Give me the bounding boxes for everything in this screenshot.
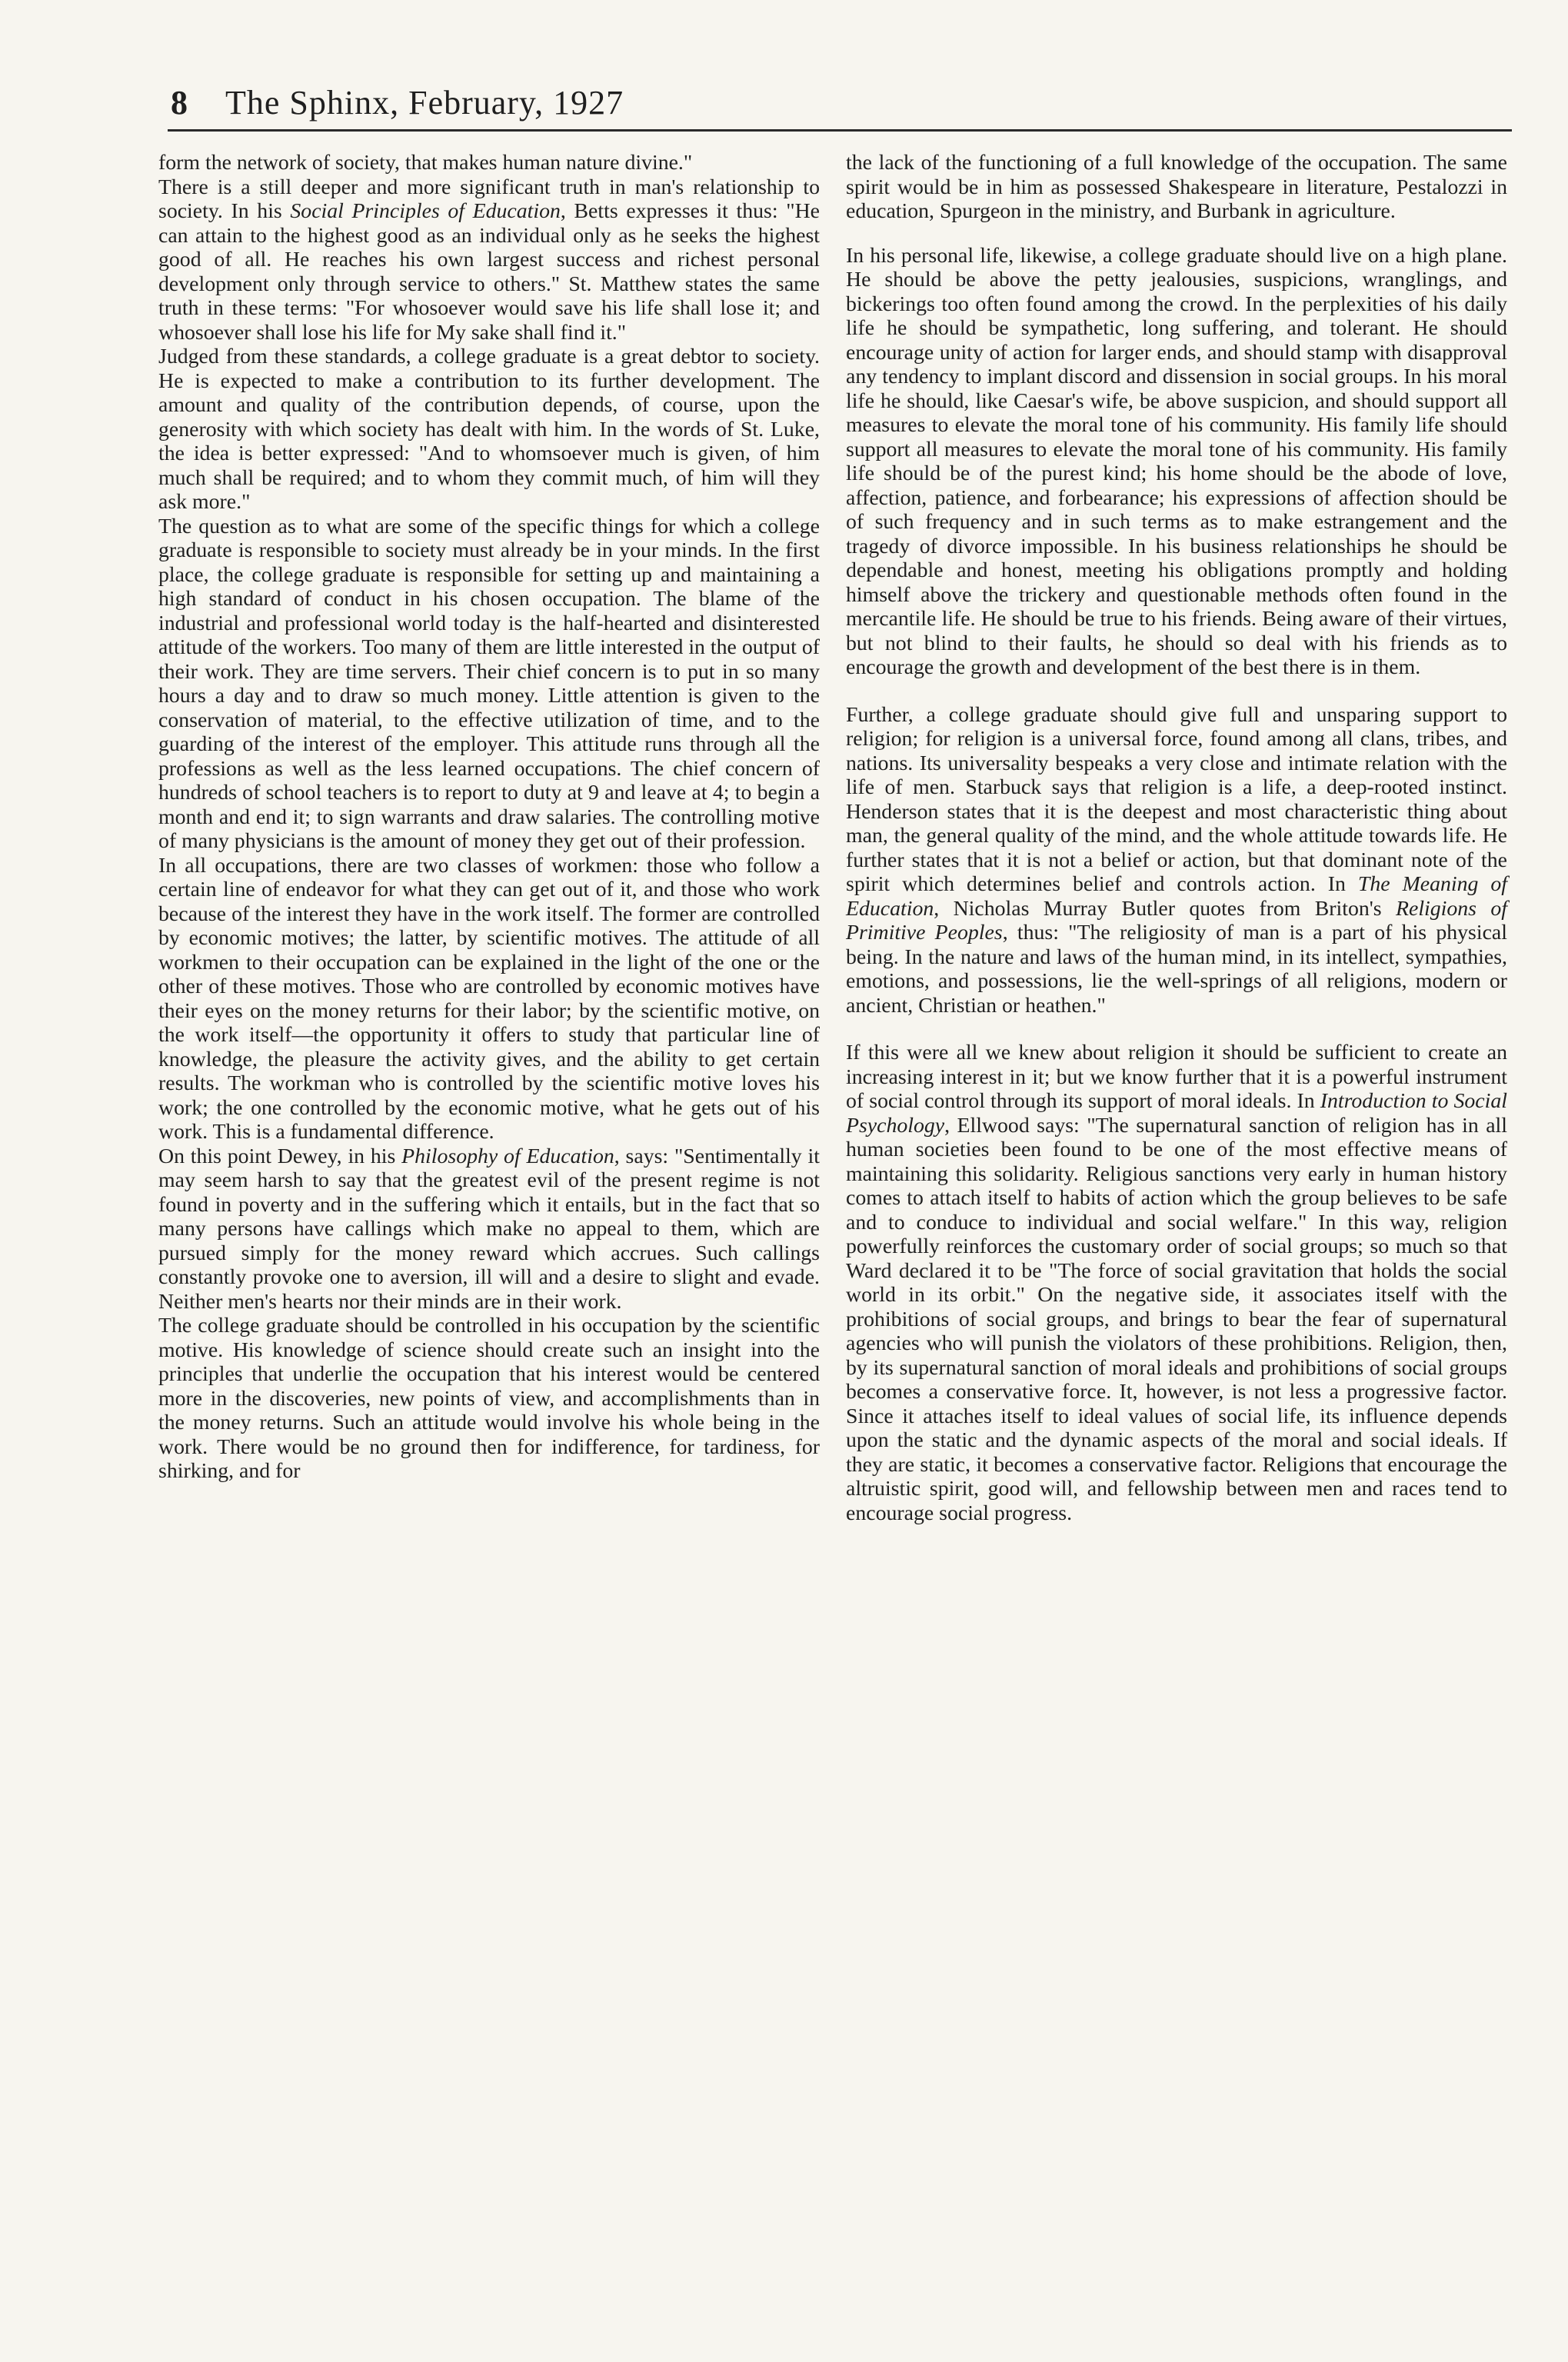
paragraph: In his personal life, likewise, a college graduate should live on a high plane. He should be above the petty jealousies, suspicions, wranglings, and bickerings too often found among the crowd. In the perplexities of his daily life he should be sympathetic, long suffering, and tolerant. He should encourage unity of action for larger ends, and should stamp with disapproval any tendency to implant discord and dissension in social groups. In his moral life he should, like Caesar's wife, be above suspicion, and should support all measures to elevate the moral tone of his community. His family life should support all measures to elevate the moral tone of his community. His family life should be of the purest kind; his home should be the abode of love, affection, patience, and forbearance; his expressions of affection should be of such frequency and in such terms as to make estrangement and the tragedy of divorce impossible. In his business relationships he should be dependable and honest, meeting his obligations promptly and holding himself above the trickery and questionable methods often found in the mercantile life. He should be true to his friends. Being aware of their virtues, but not blind to their faults, he should so deal with his friends as to encourage the growth and development of the best there is in them. (846, 243, 1507, 679)
paragraph: In all occupations, there are two classes of workmen: those who follow a certain line of endeavor for what they can get out of it, and those who work because of the interest they have in the work itself. The former are controlled by economic motives; the latter, by scientific motives. The attitude of all workmen to their occupation can be explained in the light of the one or the other of these motives. Those who are controlled by economic motives have their eyes on the money returns for their labor; by the scientific motive, on the work itself—the opportunity it offers to study that particular line of knowledge, the pleasure the activity gives, and the ability to get certain results. The workman who is controlled by the scientific motive loves his work; the one controlled by the economic motive, what he gets out of his work. This is a fundamental difference. (158, 853, 820, 1144)
paragraph: Judged from these standards, a college graduate is a great debtor to society. He is expected to make a contribution to its further development. The amount and quality of the contribution depends, of course, upon the generosity with which society has dealt with him. In the words of St. Luke, the idea is better expressed: "And to whomsoever much is given, of him much shall be required; and to whom they commit much, of him will they ask more." (158, 345, 820, 514)
paragraph: The question as to what are some of the specific things for which a college graduate is responsible to society must already be in your minds. In the first place, the college graduate is responsible for setting up and maintaining a high standard of conduct in his chosen occupation. The blame of the industrial and professional world today is the half-hearted and disinterested attitude of the workers. Too many of them are little interested in the output of their work. They are time servers. Their chief concern is to put in so many hours a day and to draw so much money. Little attention is given to the conservation of material, to the effective utilization of time, and to the guarding of the interest of the employer. This attitude runs through all the professions as well as the less learned occupations. The chief concern of hundreds of school teachers is to report to duty at 9 and leave at 4; to begin a month and end it; to sign warrants and draw salaries. The controlling motive of many physicians is the amount of money they get out of their profession. (158, 514, 820, 853)
book-title: Social Principles of Education (290, 199, 561, 223)
right-column (846, 151, 1507, 1525)
paragraph: If this were all we knew about religion it should be sufficient to create an increasing interest in it; but we know further that it is a powerful instrument of social control through its support of moral ideals. In Introduction to Social Psychology, Ellwood says: "The supernatural sanction of religion has in all human societies been found to be one of the most effective means of maintaining this solidarity. Religious sanctions very early in human history comes to attach itself to habits of action which the group believes to be safe and to conduce to individual and social welfare." In this way, religion powerfully reinforces the customary order of social groups; so much so that Ward declared it to be "The force of social gravitation that holds the social world in its orbit." On the negative side, it associates itself with the prohibitions of social groups, and brings to bear the fear of supernatural agencies who will punish the violators of these prohibitions. Religion, then, by its supernatural sanction of moral ideals and prohibitions of social groups becomes a conservative force. It, however, is not less a progressive factor. Since it attaches itself to ideal values of social life, its influence depends upon the static and the dynamic aspects of the moral and social ideals. If they are static, it becomes a conservative factor. Religions that encourage the altruistic spirit, good will, and fellowship between men and races tend to encourage social progress. (846, 1041, 1507, 1525)
paragraph: form the network of society, that makes human nature divine." (158, 151, 693, 175)
book-title: The Meaning of Education (846, 872, 1507, 921)
paragraph: the lack of the functioning of a full knowledge of the occupation. The same spirit would be in him as possessed Shakespeare in literature, Pestalozzi in education, Spurgeon in the ministry, and Burbank in agriculture. (846, 151, 1507, 223)
book-title: Introduction to Social Psychology (846, 1089, 1507, 1138)
left-column (158, 151, 820, 1484)
paragraph: There is a still deeper and more significant truth in man's relationship to society. In his Social Principles of Education, Betts expresses it thus: "He can attain to the highest good as an individual only as he seeks the highest good of all. He reaches his own largest success and richest personal development only through service to others." St. Matthew states the same truth in these terms: "For whosoever would save his life shall lose it; and whosoever shall lose his life for My sake shall find it." (158, 175, 820, 345)
paragraph: The college graduate should be controlled in his occupation by the scientific motive. His knowledge of science should create such an insight into the principles that underlie the occupation that his interest would be centered more in the discoveries, new points of view, and accomplishments than in the money returns. Such an attitude would involve his whole being in the work. There would be no ground then for indifference, for tardiness, for shirking, and for (158, 1314, 820, 1483)
header-rule (168, 129, 1512, 132)
page-header (171, 83, 1509, 122)
publication-title: The Sphinx, February, 1927 (225, 84, 624, 122)
page-number: 8 (171, 84, 188, 122)
paragraph: Further, a college graduate should give full and unsparing support to religion; for religion is a universal force, found among all clans, tribes, and nations. Its universality bespeaks a very close and intimate relation with the life of men. Starbuck says that religion is a life, a deep-rooted instinct. Henderson states that it is the deepest and most characteristic thing about man, the general quality of the mind, and the whole attitude towards life. He further states that it is not a belief or action, but that dominant note of the spirit which determines belief and controls action. In The Meaning of Education, Nicholas Murray Butler quotes from Briton's Religions of Primitive Peoples, thus: "The religiosity of man is a part of his physical being. In the nature and laws of the human mind, in its intellect, sympathies, emotions, and possessions, lie the well-springs of all religions, modern or ancient, Christian or heathen." (846, 702, 1507, 1018)
book-title: Religions of Primitive Peoples (846, 896, 1507, 944)
paragraph: On this point Dewey, in his Philosophy of Education, says: "Sentimentally it may seem harsh to say that the greatest evil of the present regime is not found in poverty and in the suffering which it entails, but in the fact that so many persons have callings which make no appeal to them, which are pursued simply for the money reward which accrues. Such callings constantly provoke one to aversion, ill will and a desire to slight and evade. Neither men's hearts nor their minds are in their work. (158, 1144, 820, 1314)
book-title: Philosophy of Education (401, 1144, 614, 1168)
